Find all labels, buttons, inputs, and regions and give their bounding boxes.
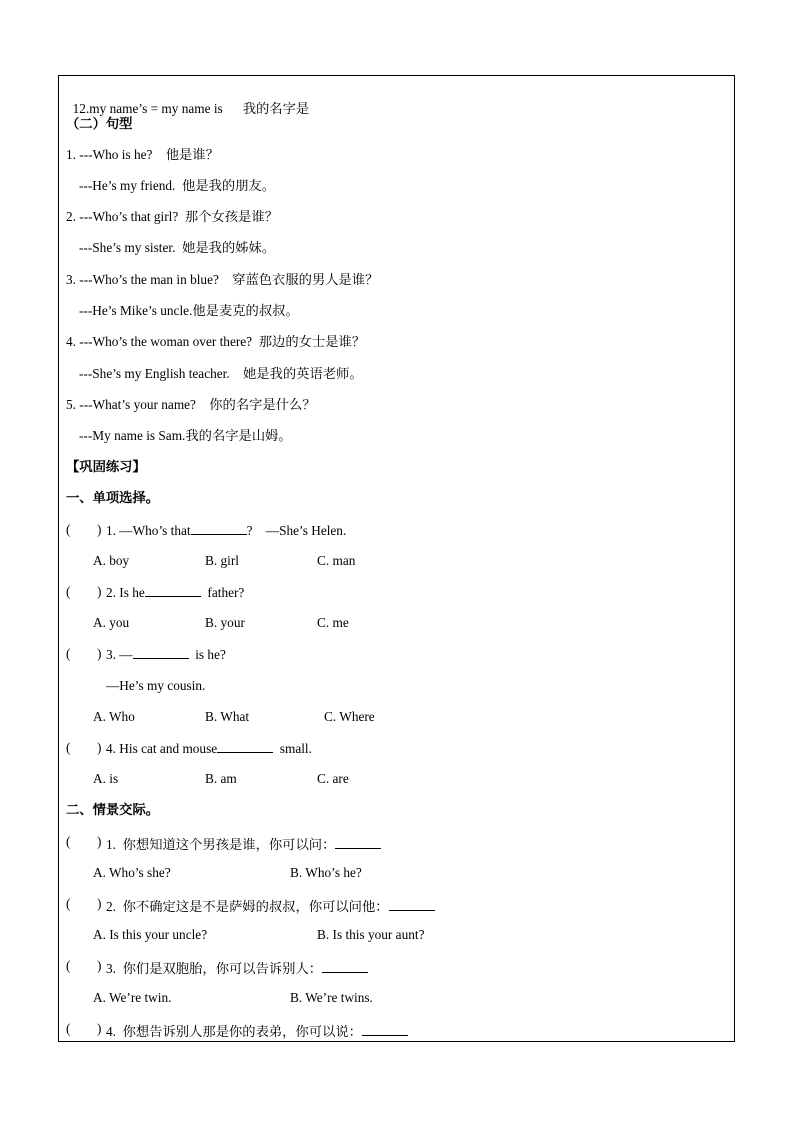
answer-blank-paren[interactable]: ( ) — [66, 584, 102, 599]
answer-blank-paren[interactable]: ( ) — [66, 646, 102, 661]
mc-question — [106, 740, 312, 757]
fill-blank[interactable] — [217, 740, 273, 753]
vocab-chinese: 我的名字是 — [242, 101, 310, 116]
option-b[interactable]: B. We’re twins. — [290, 990, 373, 1005]
option-a[interactable]: A. is — [93, 771, 119, 786]
pattern-answer-cn: 她是我的英语老师。 — [242, 366, 363, 381]
vocab-item-12 — [66, 85, 309, 117]
pattern-answer-en: ---He’s Mike’s uncle. — [79, 303, 193, 318]
mc-question-text: 1. —Who’s that — [106, 523, 191, 538]
option-a[interactable]: A. We’re twin. — [93, 990, 172, 1005]
situ-question-text: 4. 你想告诉别人那是你的表弟，你可以说： — [106, 1024, 362, 1039]
pattern-question-en: 1. ---Who is he? — [66, 147, 153, 162]
pattern-question-en: 3. ---Who’s the man in blue? — [66, 272, 219, 287]
situ-question-text: 2. 你不确定这是不是萨姆的叔叔，你可以问他： — [106, 899, 389, 914]
option-a[interactable]: A. Who’s she? — [93, 865, 171, 880]
pattern-question-cn: 他是谁？ — [165, 147, 219, 162]
mc-question — [106, 584, 244, 601]
pattern-answer — [79, 240, 275, 256]
answer-blank-paren[interactable]: ( ) — [66, 896, 102, 911]
fill-blank[interactable] — [191, 522, 247, 535]
situ-question — [106, 1021, 408, 1040]
fill-blank[interactable] — [335, 836, 381, 849]
vocab-english: my name’s = my name is — [89, 101, 223, 116]
pattern-answer-cn: 他是我的朋友。 — [182, 178, 276, 193]
mc-question-text: 4. His cat and mouse — [106, 741, 218, 756]
mc-question-text: 2. Is he — [106, 585, 145, 600]
mc-question-text-tail: small. — [273, 741, 312, 756]
part1-heading: 一、单项选择。 — [66, 490, 160, 505]
fill-blank[interactable] — [389, 898, 435, 911]
mc-question-text: 3. — — [106, 647, 133, 662]
part2-heading: 二、情景交际。 — [66, 802, 160, 817]
practice-heading: 【巩固练习】 — [66, 459, 146, 474]
pattern-answer-en: ---She’s my English teacher. — [79, 366, 230, 381]
option-a[interactable]: A. Who — [93, 709, 135, 724]
mc-question-text-tail: father? — [200, 585, 245, 600]
pattern-question — [66, 397, 316, 413]
pattern-question-cn: 那个女孩是谁？ — [184, 209, 278, 224]
pattern-answer — [79, 303, 299, 319]
pattern-question — [66, 147, 219, 163]
fill-blank[interactable] — [322, 960, 368, 973]
option-a[interactable]: A. Is this your uncle? — [93, 927, 208, 942]
pattern-answer-cn: 他是麦克的叔叔。 — [192, 303, 299, 318]
situ-question — [106, 958, 368, 977]
answer-blank-paren[interactable]: ( ) — [66, 740, 102, 755]
option-a[interactable]: A. you — [93, 615, 130, 630]
option-c[interactable]: C. Where — [324, 709, 375, 724]
pattern-question-cn: 那边的女士是谁？ — [258, 334, 366, 349]
answer-blank-paren[interactable]: ( ) — [66, 958, 102, 973]
pattern-question-cn: 你的名字是什么？ — [209, 397, 316, 412]
pattern-answer-cn: 她是我的姊妹。 — [182, 240, 276, 255]
mc-reply-line: —He’s my cousin. — [106, 678, 206, 693]
answer-blank-paren[interactable]: ( ) — [66, 834, 102, 849]
vocab-number: 12. — [72, 101, 90, 116]
section-heading-patterns: （二）句型 — [66, 116, 133, 131]
pattern-answer — [79, 178, 275, 194]
pattern-question-cn: 穿蓝色衣服的男人是谁？ — [232, 272, 379, 287]
situ-question — [106, 834, 381, 853]
mc-question-text-tail: is he? — [188, 647, 226, 662]
fill-blank[interactable] — [362, 1023, 408, 1036]
pattern-question — [66, 334, 365, 350]
mc-question — [106, 646, 226, 663]
pattern-question — [66, 272, 378, 288]
option-c[interactable]: C. are — [317, 771, 349, 786]
option-b[interactable]: B. am — [205, 771, 237, 786]
situ-question — [106, 896, 435, 915]
option-c[interactable]: C. me — [317, 615, 349, 630]
pattern-answer — [79, 428, 292, 444]
situ-question-text: 3. 你们是双胞胎，你可以告诉别人： — [106, 961, 323, 976]
option-a[interactable]: A. boy — [93, 553, 130, 568]
pattern-question-en: 2. ---Who’s that girl? — [66, 209, 179, 224]
pattern-answer-en: ---He’s my friend. — [79, 178, 176, 193]
mc-question-text-tail: ? —She’s Helen. — [246, 523, 347, 538]
pattern-answer — [79, 366, 363, 382]
option-c[interactable]: C. man — [317, 553, 356, 568]
fill-blank[interactable] — [133, 646, 189, 659]
answer-blank-paren[interactable]: ( ) — [66, 522, 102, 537]
option-b[interactable]: B. your — [205, 615, 245, 630]
option-b[interactable]: B. What — [205, 709, 250, 724]
pattern-answer-cn: 我的名字是山姆。 — [185, 428, 292, 443]
pattern-question-en: 5. ---What’s your name? — [66, 397, 196, 412]
answer-blank-paren[interactable]: ( ) — [66, 1021, 102, 1036]
fill-blank[interactable] — [145, 584, 201, 597]
pattern-question — [66, 209, 278, 225]
option-b[interactable]: B. Who’s he? — [290, 865, 362, 880]
pattern-question-en: 4. ---Who’s the woman over there? — [66, 334, 253, 349]
pattern-answer-en: ---She’s my sister. — [79, 240, 176, 255]
pattern-answer-en: ---My name is Sam. — [79, 428, 186, 443]
mc-question — [106, 522, 346, 539]
situ-question-text: 1. 你想知道这个男孩是谁，你可以问： — [106, 837, 336, 852]
option-b[interactable]: B. girl — [205, 553, 239, 568]
option-b[interactable]: B. Is this your aunt? — [317, 927, 425, 942]
